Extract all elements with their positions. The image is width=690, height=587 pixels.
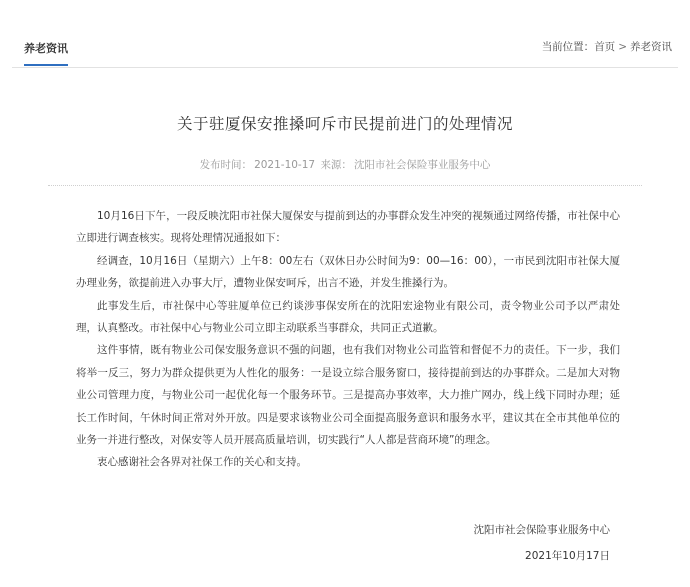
publish-date: 2021-10-17 bbox=[254, 159, 316, 171]
breadcrumb-home-link[interactable]: 首页 bbox=[594, 41, 616, 53]
breadcrumb bbox=[542, 40, 672, 54]
article-signature bbox=[474, 517, 611, 569]
signature-organization: 沈阳市社会保险事业服务中心 bbox=[473, 524, 610, 536]
article-title: 关于驻厦保安推搡呵斥市民提前进门的处理情况 bbox=[176, 115, 513, 133]
source-name: 沈阳市社会保险事业服务中心 bbox=[353, 159, 491, 171]
section-tab-elderly-news[interactable]: 养老资讯 bbox=[24, 42, 68, 66]
article-paragraph: 衷心感谢社会各界对社保工作的关心和支持。 bbox=[97, 456, 307, 469]
breadcrumb-separator: > bbox=[618, 41, 627, 53]
signature-date: 2021年10月17日 bbox=[525, 550, 610, 562]
publish-time-label: 发布时间： bbox=[199, 159, 253, 171]
article-paragraph: 经调查，10月16日（星期六）上午8：00左右（双休日办公时间为9：00—16：00），一市民到沈阳市社保大厦办理业务，欲提前进入办事大厅，遭物业保安呵斥，出言不逊，并发生推搡行为。 bbox=[76, 254, 620, 290]
article-body bbox=[76, 205, 620, 474]
article-paragraph: 10月16日下午，一段反映沈阳市社保大厦保安与提前到达的办事群众发生冲突的视频通过网络传播，市社保中心立即进行调查核实。现将处理情况通报如下： bbox=[76, 210, 620, 245]
meta-divider bbox=[48, 185, 642, 186]
breadcrumb-section-link[interactable]: 养老资讯 bbox=[630, 41, 672, 53]
section-header-bar bbox=[12, 33, 678, 68]
article-meta bbox=[0, 157, 690, 172]
breadcrumb-prefix: 当前位置： bbox=[541, 41, 595, 53]
source-label: 来源： bbox=[320, 159, 352, 171]
article-paragraph: 这件事情，既有物业公司保安服务意识不强的问题，也有我们对物业公司监管和督促不力的责任。下一步，我们将举一反三，努力为群众提供更为人性化的服务：一是设立综合服务窗口，接待提前到达的办事群众。二是加大对物业公司管理力度，与物业公司一起优化每一个服务环节。三是提高办事效率，大力推广网办，线上线下同时办理；延长工作时间，午休时间正常对外开放。四是要求该物业公司全面提高服务意识和服务水平，建议其在全市其他单位的业务一并进行整改，对保安等人员开展高质量培训，切实践行“人人都是营商环境”的理念。 bbox=[76, 344, 620, 447]
article-paragraph: 此事发生后，市社保中心等驻厦单位已约谈涉事保安所在的沈阳宏途物业有限公司，责令物业公司予以严肃处理，认真整改。市社保中心与物业公司立即主动联系当事群众，共同正式道歉。 bbox=[76, 299, 620, 335]
